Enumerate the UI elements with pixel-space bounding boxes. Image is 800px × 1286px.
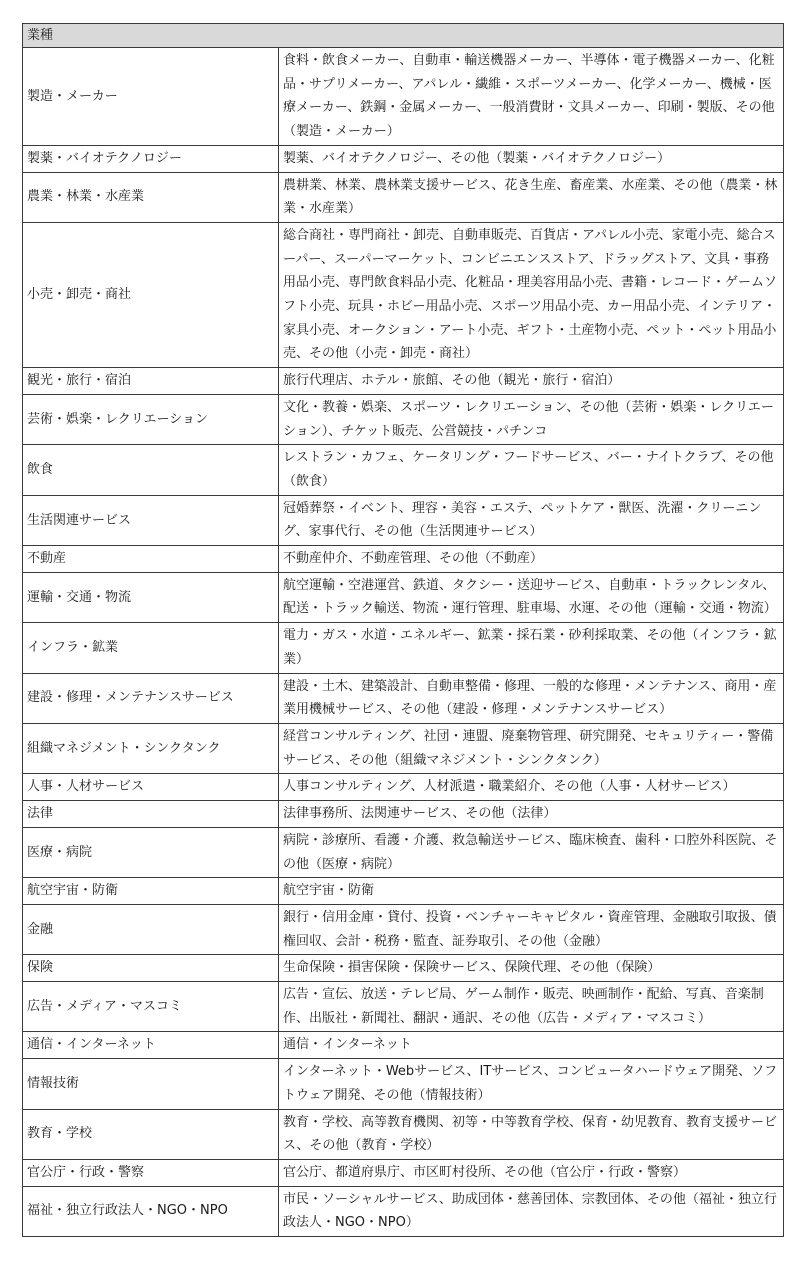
details-cell: 病院・診療所、看護・介護、救急輸送サービス、臨床検査、歯科・口腔外科医院、その他（医療・病院）: [279, 827, 784, 877]
category-cell: 建設・修理・メンテナンスサービス: [23, 673, 279, 723]
table-row: [23, 546, 784, 573]
category-cell: 通信・インターネット: [23, 1032, 279, 1059]
table-row: [23, 222, 784, 367]
details-cell: 航空運輸・空港運営、鉄道、タクシー・送迎サービス、自動車・トラックレンタル、配送・トラック輸送、物流・運行管理、駐車場、水運、その他（運輸・交通・物流）: [279, 572, 784, 622]
category-cell: 芸術・娯楽・レクリエーション: [23, 394, 279, 444]
category-cell: 農業・林業・水産業: [23, 172, 279, 222]
details-cell: 官公庁、都道府県庁、市区町村役所、その他（官公庁・行政・警察）: [279, 1159, 784, 1186]
details-cell: 市民・ソーシャルサービス、助成団体・慈善団体、宗教団体、その他（福祉・独立行政法人・NGO・NPO）: [279, 1186, 784, 1236]
table-row: [23, 904, 784, 954]
details-cell: 総合商社・専門商社・卸売、自動車販売、百貨店・アパレル小売、家電小売、総合スーパー、スーパーマーケット、コンビニエンスストア、ドラッグストア、文具・事務用品小売、専門飲食料品小売、化粧品・理美容用品小売、書籍・レコード・ゲームソフト小売、玩具・ホビー用品小売、スポーツ用品小売、カー用品小売、インテリア・家具小売、オークション・アート小売、ギフト・土産物小売、ペット・ペット用品小売、その他（小売・卸売・商社）: [279, 222, 784, 367]
category-cell: インフラ・鉱業: [23, 623, 279, 673]
table-row: [23, 774, 784, 801]
table-row: [23, 445, 784, 495]
category-cell: 法律: [23, 801, 279, 828]
table-row: [23, 1159, 784, 1186]
details-cell: 航空宇宙・防衛: [279, 878, 784, 905]
details-cell: 経営コンサルティング、社団・連盟、廃棄物管理、研究開発、セキュリティー・警備サービス、その他（組織マネジメント・シンクタンク）: [279, 723, 784, 773]
table-body: [23, 48, 784, 1237]
table-row: [23, 955, 784, 982]
category-cell: 小売・卸売・商社: [23, 222, 279, 367]
details-cell: 食料・飲食メーカー、自動車・輸送機器メーカー、半導体・電子機器メーカー、化粧品・サプリメーカー、アパレル・繊維・スポーツメーカー、化学メーカー、機械・医療メーカー、鉄鋼・金属メーカー、一般消費財・文具メーカー、印刷・製版、その他（製造・メーカー）: [279, 48, 784, 146]
details-cell: 人事コンサルティング、人材派遣・職業紹介、その他（人事・人材サービス）: [279, 774, 784, 801]
details-cell: 通信・インターネット: [279, 1032, 784, 1059]
table-row: [23, 495, 784, 545]
category-cell: 福祉・独立行政法人・NGO・NPO: [23, 1186, 279, 1236]
category-cell: 生活関連サービス: [23, 495, 279, 545]
category-cell: 医療・病院: [23, 827, 279, 877]
table-row: [23, 1032, 784, 1059]
table-row: [23, 623, 784, 673]
details-cell: 農耕業、林業、農林業支援サービス、花き生産、畜産業、水産業、その他（農業・林業・水産業）: [279, 172, 784, 222]
category-cell: 保険: [23, 955, 279, 982]
table-row: [23, 801, 784, 828]
industry-table-container: [22, 23, 783, 1237]
category-cell: 教育・学校: [23, 1109, 279, 1159]
table-row: [23, 673, 784, 723]
table-row: [23, 368, 784, 395]
category-cell: 組織マネジメント・シンクタンク: [23, 723, 279, 773]
category-cell: 飲食: [23, 445, 279, 495]
category-cell: 運輸・交通・物流: [23, 572, 279, 622]
details-cell: インターネット・Webサービス、ITサービス、コンピュータハードウェア開発、ソフトウェア開発、その他（情報技術）: [279, 1059, 784, 1109]
category-cell: 不動産: [23, 546, 279, 573]
details-cell: 広告・宣伝、放送・テレビ局、ゲーム制作・販売、映画制作・配給、写真、音楽制作、出版社・新聞社、翻訳・通訳、その他（広告・メディア・マスコミ）: [279, 982, 784, 1032]
table-row: [23, 982, 784, 1032]
table-row: [23, 572, 784, 622]
table-row: [23, 878, 784, 905]
table-header-row: [23, 24, 784, 48]
industry-table: [22, 23, 784, 1237]
table-row: [23, 1186, 784, 1236]
category-cell: 広告・メディア・マスコミ: [23, 982, 279, 1032]
details-cell: 銀行・信用金庫・貸付、投資・ベンチャーキャピタル・資産管理、金融取引取扱、債権回収、会計・税務・監査、証券取引、その他（金融）: [279, 904, 784, 954]
details-cell: 教育・学校、高等教育機関、初等・中等教育学校、保育・幼児教育、教育支援サービス、その他（教育・学校）: [279, 1109, 784, 1159]
table-row: [23, 172, 784, 222]
table-row: [23, 145, 784, 172]
table-row: [23, 394, 784, 444]
details-cell: 法律事務所、法関連サービス、その他（法律）: [279, 801, 784, 828]
table-row: [23, 48, 784, 146]
table-header-cell: 業種: [23, 24, 784, 48]
details-cell: 不動産仲介、不動産管理、その他（不動産）: [279, 546, 784, 573]
category-cell: 情報技術: [23, 1059, 279, 1109]
category-cell: 金融: [23, 904, 279, 954]
details-cell: 文化・教養・娯楽、スポーツ・レクリエーション、その他（芸術・娯楽・レクリエーション）、チケット販売、公営競技・パチンコ: [279, 394, 784, 444]
category-cell: 人事・人材サービス: [23, 774, 279, 801]
details-cell: 建設・土木、建築設計、自動車整備・修理、一般的な修理・メンテナンス、商用・産業用機械サービス、その他（建設・修理・メンテナンスサービス）: [279, 673, 784, 723]
details-cell: 冠婚葬祭・イベント、理容・美容・エステ、ペットケア・獣医、洗濯・クリーニング、家事代行、その他（生活関連サービス）: [279, 495, 784, 545]
category-cell: 製造・メーカー: [23, 48, 279, 146]
details-cell: 電力・ガス・水道・エネルギー、鉱業・採石業・砂利採取業、その他（インフラ・鉱業）: [279, 623, 784, 673]
details-cell: レストラン・カフェ、ケータリング・フードサービス、バー・ナイトクラブ、その他（飲食）: [279, 445, 784, 495]
details-cell: 生命保険・損害保険・保険サービス、保険代理、その他（保険）: [279, 955, 784, 982]
details-cell: 旅行代理店、ホテル・旅館、その他（観光・旅行・宿泊）: [279, 368, 784, 395]
table-row: [23, 827, 784, 877]
category-cell: 観光・旅行・宿泊: [23, 368, 279, 395]
category-cell: 官公庁・行政・警察: [23, 1159, 279, 1186]
category-cell: 航空宇宙・防衛: [23, 878, 279, 905]
table-row: [23, 1109, 784, 1159]
table-row: [23, 1059, 784, 1109]
details-cell: 製薬、バイオテクノロジー、その他（製薬・バイオテクノロジー）: [279, 145, 784, 172]
table-row: [23, 723, 784, 773]
category-cell: 製薬・バイオテクノロジー: [23, 145, 279, 172]
